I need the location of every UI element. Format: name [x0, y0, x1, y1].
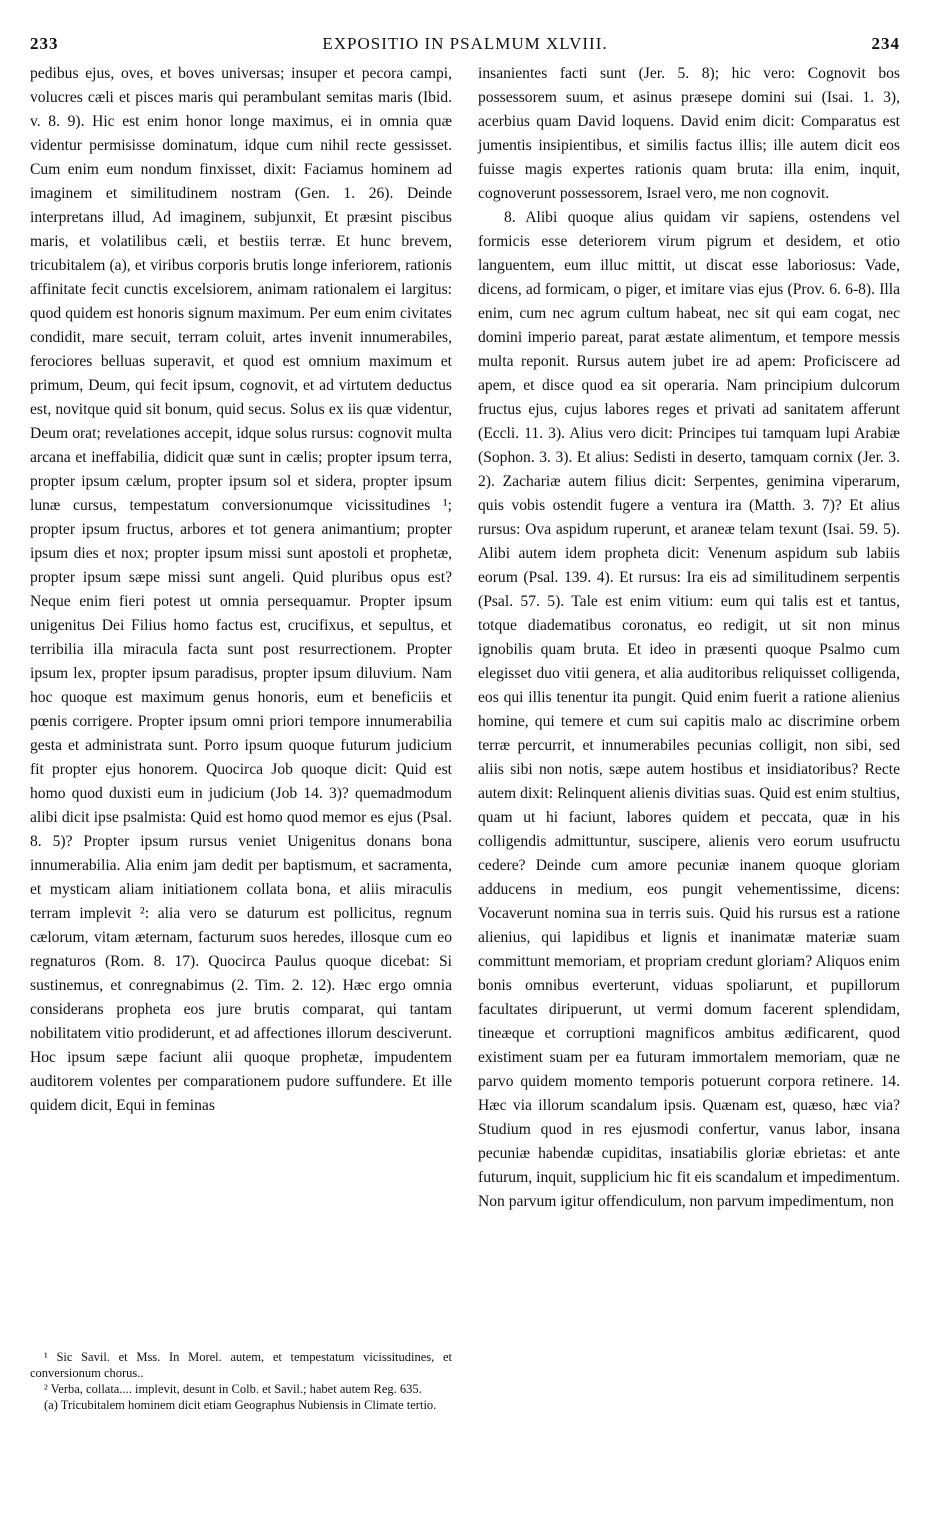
- footnotes: [30, 1349, 452, 1413]
- right-paragraph-2: 8. Alibi quoque alius quidam vir sapiens, ostendens vel formicis esse deteriorem virum pigrum et desidem, et otio languentem, eum illuc mittit, ut discat esse laboriosus: Vade, dicens, ad formicam, o piger, et imitare vias ejus (Prov. 6. 6-8). Illa enim, cum nec agrum cultum habeat, nec sit qui eam cogat, nec domini imperio pareat, parat æstate alimentum, et tempore messis multa reponit. Rursus autem jubet ire ad apem: Proficiscere ad apem, et disce quod ea sit operaria. Nam principium dulcorum fructus ejus, cujus labores reges et privati ad sanitatem afferunt (Eccli. 11. 3). Alius vero dicit: Principes tui tamquam lupi Arabiæ (Sophon. 3. 3). Et alius: Sedisti in deserto, tamquam cornix (Jer. 3. 2). Zachariæ autem filius dicit: Serpentes, genimina viperarum, quis vobis ostendit fugere a ventura ira (Matth. 3. 7)? Et alius rursus: Ova aspidum ruperunt, et araneæ telam texunt (Isai. 59. 5). Alibi autem idem propheta dicit: Venenum aspidum sub labiis eorum (Psal. 139. 4). Et rursus: Ira eis ad similitudinem serpentis (Psal. 57. 5). Tale est enim vitium: eum qui talis est et tantus, totque diadematibus coronatus, eo redigit, ut sit non minus ignobilis quam bruta. Et ideo in præsenti quoque Psalmo cum elegisset duo vitii genera, et alia auditoribus reliquisset colligenda, eos qui illis tenentur ita pungit. Quid enim fuerit a ratione alienius homine, qui temere et cum sui capitis malo ac discrimine orbem terræ percurrit, et innumerabiles pecunias colligit, non sibi, sed aliis sibi non notis, sæpe autem hostibus et insidiatoribus? Recte autem dixit: Relinquent alienis divitias suas. Quid est enim stultius, quam ut hi faciunt, labores quidem et peccata, quæ in his colligendis admittuntur, suscipere, alienis vero eorum usufructu cedere? Deinde cum amore pecuniæ inanem quoque gloriam adducens in medium, eos pungit vehementissime, dicens: Vocaverunt nomina sua in terris suis. Quid his rursus est a ratione alienius, qui lapidibus et lignis et inanimatæ materiæ suam committunt memoriam, et propriam credunt gloriam? Aliquos enim bonis omnibus everterunt, viduas spoliarunt, et pupillorum facultates diripuerunt, ut vermi domum facerent splendidam, tineæque et corruptioni magnificos ambitus ædificarent, quod existiment suam per ea futuram immortalem memoriam, quæ ne parvo quidem momento temporis potuerunt corpora retinere. 14. Hæc via illorum scandalum ipsis. Quænam est, quæso, hæc via? Studium quod in res ejusmodi confertur, vanus labor, insana pecuniæ habendæ cupiditas, insatiabilis gloriæ ebrietas: et ante futurum, inquit, supplicium hic fit eis scandalum et impedimentum. Non parvum igitur offendiculum, non parvum impedimentum, non: [478, 209, 900, 1210]
- footnote-1: ¹ Sic Savil. et Mss. In Morel. autem, et tempestatum vicissitudines, et conversionum chorus..: [30, 1350, 452, 1380]
- page-number-left: 233: [30, 34, 59, 53]
- page-number-right: 234: [871, 34, 900, 53]
- right-paragraph-1: insanientes facti sunt (Jer. 5. 8); hic vero: Cognovit bos possessorem suum, et asinus præsepe domini sui (Isai. 1. 3), acerbius quam David loquens. David enim dicit: Comparatus est jumentis insipientibus, et similis factus illis; ille autem dicit eos fuisse magis expertes rationis quam bruta: illa enim, inquit, cognoverunt possessorem, Israel vero, me non cognovit.: [478, 65, 900, 202]
- left-column: [30, 62, 452, 1118]
- right-column: [478, 62, 900, 1214]
- running-title: EXPOSITIO IN PSALMUM XLVIII.: [322, 34, 608, 53]
- footnote-2: ² Verba, collata.... implevit, desunt in Colb. et Savil.; habet autem Reg. 635.: [44, 1382, 422, 1396]
- running-header: [30, 34, 900, 60]
- left-paragraph-1: pedibus ejus, oves, et boves universas; insuper et pecora campi, volucres cæli et pisces maris qui perambulant semitas maris (Ibid. v. 8. 9). Hic est enim honor longe maximus, ei in omnia quæ videntur permisisse dominatum, idque cum nihil recte gessisset. Cum enim eum nondum finxisset, dixit: Faciamus hominem ad imaginem et similitudinem nostram (Gen. 1. 26). Deinde interpretans illud, Ad imaginem, subjunxit, Et præsint piscibus maris, et volatilibus cæli, et bestiis terræ. Et hunc brevem, tricubitalem (a), et viribus corporis brutis longe inferiorem, rationis affinitate fecit cunctis excelsiorem, animam rationalem ei largitus: quod quidem est honoris signum maximum. Per eum enim civitates condidit, mare secuit, terram coluit, artes invenit innumerabiles, ferociores belluas superavit, et quod est omnium maximum et primum, Deum, qui fecit ipsum, cognovit, et ad virtutem deductus est, novitque quid sit bonum, quid secus. Solus ex iis quæ videntur, Deum orat; revelationes accepit, idque solus rursus: cognovit multa arcana et ineffabilia, didicit quæ sunt in cælis; propter ipsum terra, propter ipsum cælum, propter ipsum sol et sidera, propter ipsum lunæ cursus, tempestatum conversionumque vicissitudines ¹; propter ipsum fructus, arbores et tot genera animantium; propter ipsum dies et nox; propter ipsum missi sunt apostoli et prophetæ, propter ipsum sæpe missi sunt angeli. Quid pluribus opus est? Neque enim fieri potest ut omnia persequamur. Propter ipsum unigenitus Dei Filius homo factus est, crucifixus, et sepultus, et terribilia illa miracula facta sunt post resurrectionem. Propter ipsum lex, propter ipsum paradisus, propter ipsum diluvium. Nam hoc quoque est maximum genus honoris, eum et beneficiis et pœnis corrigere. Propter ipsum omni priori tempore innumerabilia gesta et administrata sunt. Porro ipsum quoque futurum judicium fit propter ejus honorem. Quocirca Job quoque dicit: Quid est homo quod duxisti eum in judicium (Job 14. 3)? quemadmodum alibi dicit ipse psalmista: Quid est homo quod memor es ejus (Psal. 8. 5)? Propter ipsum rursus veniet Unigenitus donans bona innumerabilia. Alia enim jam dedit per baptismum, et sacramenta, et mysticam aliam initiationem collata bona, et aliis miraculis terram implevit ²: alia vero se daturum est pollicitus, regnum cælorum, vitam æternam, facturum suos heredes, illosque cum eo regnaturos (Rom. 8. 17). Quocirca Paulus quoque dicebat: Si sustinemus, et conregnabimus (2. Tim. 2. 12). Hæc ergo omnia considerans propheta eos jure brutis comparat, qui tantam nobilitatem vitio prodiderunt, et ad affectiones illorum desciverunt. Hoc ipsum sæpe faciunt alii quoque prophetæ, impudentem auditorem volentes per comparationem pudore suffundere. Et ille quidem dicit, Equi in feminas: [30, 65, 452, 1114]
- footnote-a: (a) Tricubitalem hominem dicit etiam Geographus Nubiensis in Climate tertio.: [44, 1398, 437, 1412]
